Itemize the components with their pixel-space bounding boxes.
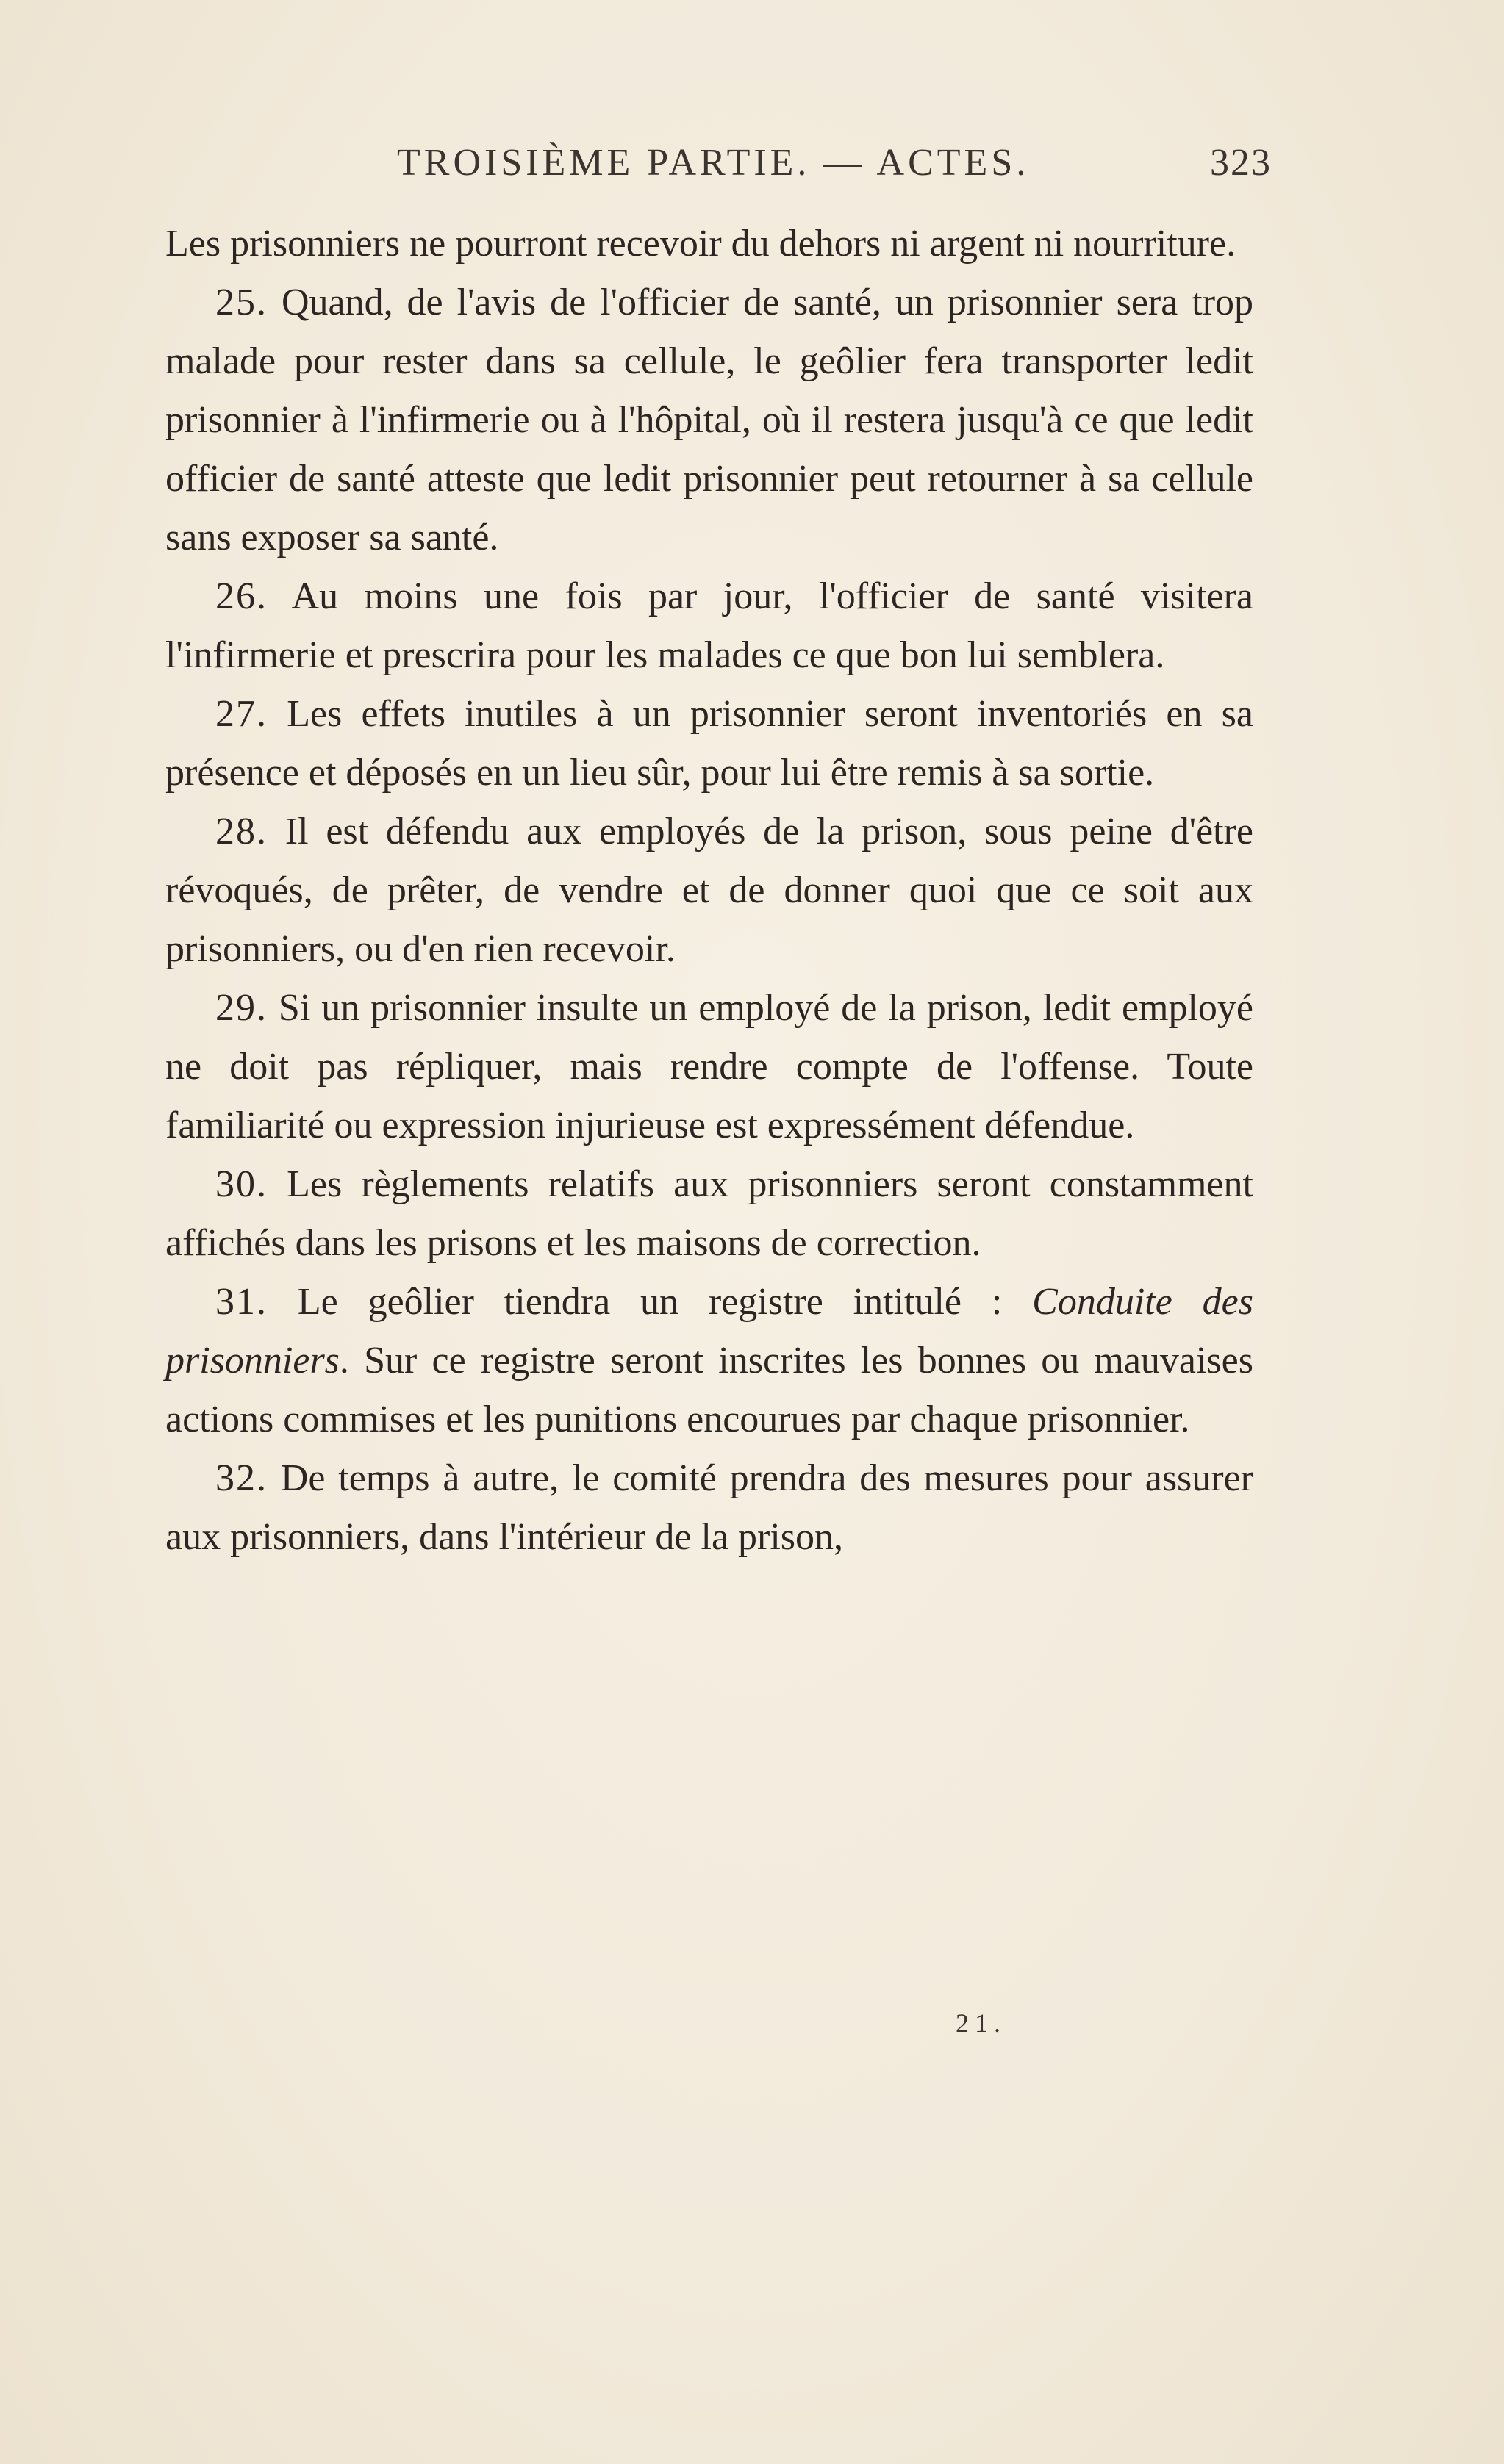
article-number: 32. [215, 1457, 268, 1499]
article-number: 27. [215, 693, 268, 735]
article-28 [165, 802, 1253, 979]
page-number: 323 [1210, 142, 1272, 184]
article-text-before: Le geôlier tiendra un registre intitulé : [297, 1281, 1033, 1323]
article-29 [165, 979, 1253, 1155]
running-head-title: TROISIÈME PARTIE. — ACTES. [397, 142, 1030, 184]
article-text: Les effets inutiles à un prisonnier seront inventoriés en sa présence et déposés en un lieu sûr, pour lui être remis à sa sortie. [165, 693, 1253, 794]
article-number: 31. [215, 1281, 268, 1323]
article-text: Au moins une fois par jour, l'officier de santé visitera l'infirmerie et prescrira pour les malades ce que bon lui semblera. [165, 575, 1253, 676]
article-27 [165, 685, 1253, 802]
article-number: 25. [215, 281, 268, 323]
article-number: 29. [215, 987, 268, 1029]
article-number: 28. [215, 811, 268, 852]
article-text-after: . Sur ce registre seront inscrites les bonnes ou mauvaises actions commises et les punitions encourues par chaque prisonnier. [165, 1340, 1253, 1440]
article-number: 30. [215, 1163, 268, 1205]
body-text [165, 215, 1253, 1567]
article-25 [165, 273, 1253, 567]
article-32 [165, 1449, 1253, 1567]
running-head [397, 141, 1272, 193]
article-text: Si un prisonnier insulte un employé de la prison, ledit employé ne doit pas répliquer, mais rendre compte de l'offense. Toute familiarité ou expression injurieuse est expressément défendue. [165, 987, 1254, 1146]
article-text: Les règlements relatifs aux prisonniers seront constamment affichés dans les prisons et les maisons de correction. [165, 1163, 1254, 1264]
article-31 [165, 1273, 1253, 1449]
register-title: Conduite des prisonniers [165, 1281, 1253, 1382]
article-text: Il est défendu aux employés de la prison, sous peine d'être révoqués, de prêter, de vendre et de donner quoi que ce soit aux prisonniers, ou d'en rien recevoir. [165, 811, 1254, 970]
article-26 [165, 567, 1253, 685]
article-text: De temps à autre, le comité prendra des mesures pour assurer aux prisonniers, dans l'intérieur de la prison, [165, 1457, 1254, 1558]
article-30 [165, 1155, 1253, 1273]
article-number: 26. [215, 575, 268, 617]
signature-mark: 21. [956, 2008, 1006, 2038]
continuation-paragraph: Les prisonniers ne pourront recevoir du dehors ni argent ni nourriture. [165, 223, 1236, 265]
article-text: Quand, de l'avis de l'officier de santé, un prisonnier sera trop malade pour rester dans sa cellule, le geôlier fera transporter ledit prisonnier à l'infirmerie ou à l'hôpital, où il restera jusqu'à ce que ledit officier de santé atteste que ledit prisonnier peut retourner à sa cellule sans exposer sa santé. [165, 281, 1254, 558]
